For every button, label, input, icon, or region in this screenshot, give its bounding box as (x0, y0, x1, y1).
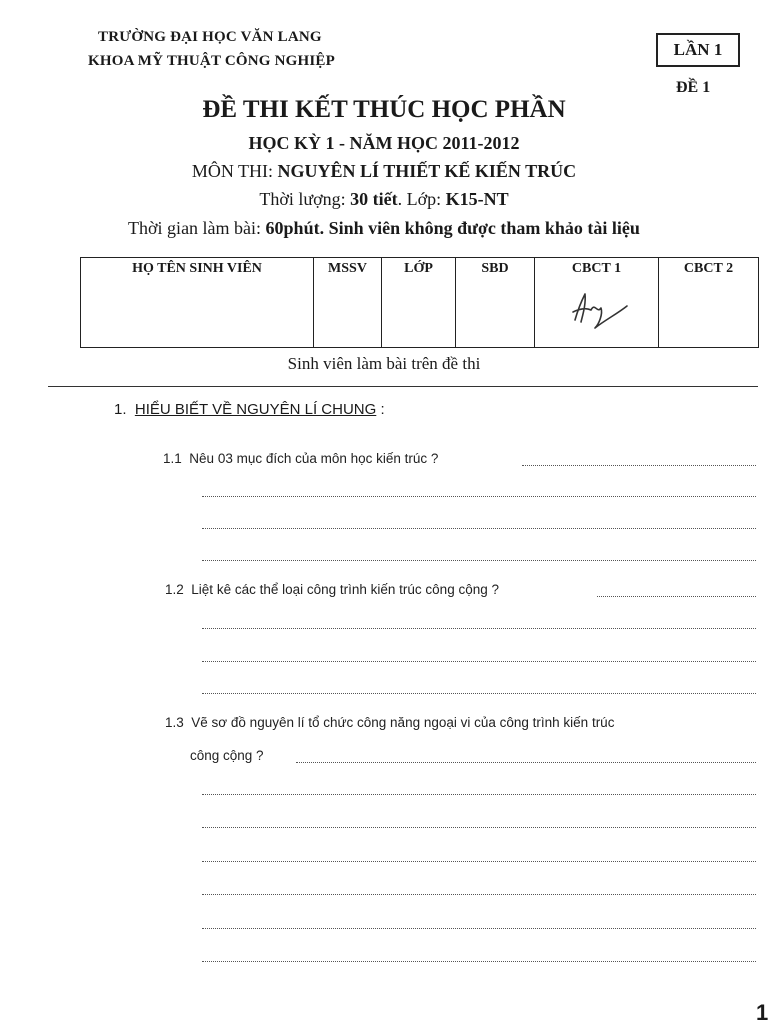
proctor-signature (561, 284, 641, 334)
answer-line[interactable] (296, 762, 756, 763)
exam-title: ĐỀ THI KẾT THÚC HỌC PHẦN (202, 96, 566, 123)
answer-line[interactable] (202, 528, 756, 529)
instruction-text: Sinh viên làm bài trên đề thi (287, 354, 481, 373)
duration-value: 30 tiết (350, 189, 398, 209)
header-class[interactable]: LỚP (382, 258, 456, 348)
duration-line (0, 189, 768, 210)
faculty-name: KHOA MỸ THUẬT CÔNG NGHIỆP (88, 53, 335, 69)
header-exam-number[interactable]: SBD (456, 258, 535, 348)
answer-line[interactable] (202, 560, 756, 561)
answer-line[interactable] (202, 894, 756, 895)
semester-line: HỌC KỲ 1 - NĂM HỌC 2011-2012 (248, 133, 520, 153)
subject-label: MÔN THI: (191, 161, 278, 181)
duration-label: Thời lượng: (259, 189, 351, 209)
class-label: . Lớp: (397, 189, 446, 209)
header-student-name[interactable]: HỌ TÊN SINH VIÊN (81, 258, 314, 348)
answer-line[interactable] (202, 794, 756, 795)
answer-line[interactable] (202, 928, 756, 929)
answer-line[interactable] (202, 961, 756, 962)
header-proctor-2[interactable]: CBCT 2 (659, 258, 759, 348)
time-line (0, 218, 768, 239)
answer-line[interactable] (202, 628, 756, 629)
section-heading: 1. HIỂU BIẾT VỀ NGUYÊN LÍ CHUNG : (114, 401, 385, 418)
student-info-table (80, 257, 759, 348)
subject-value: NGUYÊN LÍ THIẾT KẾ KIẾN TRÚC (277, 161, 577, 181)
header-student-id[interactable]: MSSV (314, 258, 382, 348)
class-value: K15-NT (445, 189, 509, 209)
time-label: Thời gian làm bài: (128, 218, 266, 238)
header-proctor-1[interactable]: CBCT 1 (535, 258, 659, 348)
page-number: 1 (756, 1000, 768, 1025)
university-name: TRƯỜNG ĐẠI HỌC VĂN LANG (98, 29, 322, 45)
answer-line[interactable] (597, 596, 756, 597)
attempt-box: LẦN 1 (656, 33, 740, 67)
reference-note: . Sinh viên không được tham khảo tài liệu (319, 218, 640, 238)
subject-line (0, 161, 768, 182)
question-1-1: 1.1 Nêu 03 mục đích của môn học kiến trúc ? (163, 451, 439, 466)
question-1-2: 1.2 Liệt kê các thể loại công trình kiến trúc công cộng ? (165, 582, 499, 597)
answer-line[interactable] (202, 496, 756, 497)
answer-line[interactable] (202, 661, 756, 662)
time-value: 60phút (265, 218, 320, 238)
question-1-3: 1.3 Vẽ sơ đồ nguyên lí tổ chức công năng ngoại vi của công trình kiến trúc (165, 715, 615, 730)
section-divider (48, 386, 758, 387)
question-1-3-continued: công cộng ? (190, 748, 264, 763)
answer-line[interactable] (202, 827, 756, 828)
answer-line[interactable] (202, 861, 756, 862)
exam-code: ĐỀ 1 (676, 79, 711, 96)
section-title: HIỂU BIẾT VỀ NGUYÊN LÍ CHUNG (134, 401, 377, 418)
answer-line[interactable] (202, 693, 756, 694)
answer-line[interactable] (522, 465, 756, 466)
